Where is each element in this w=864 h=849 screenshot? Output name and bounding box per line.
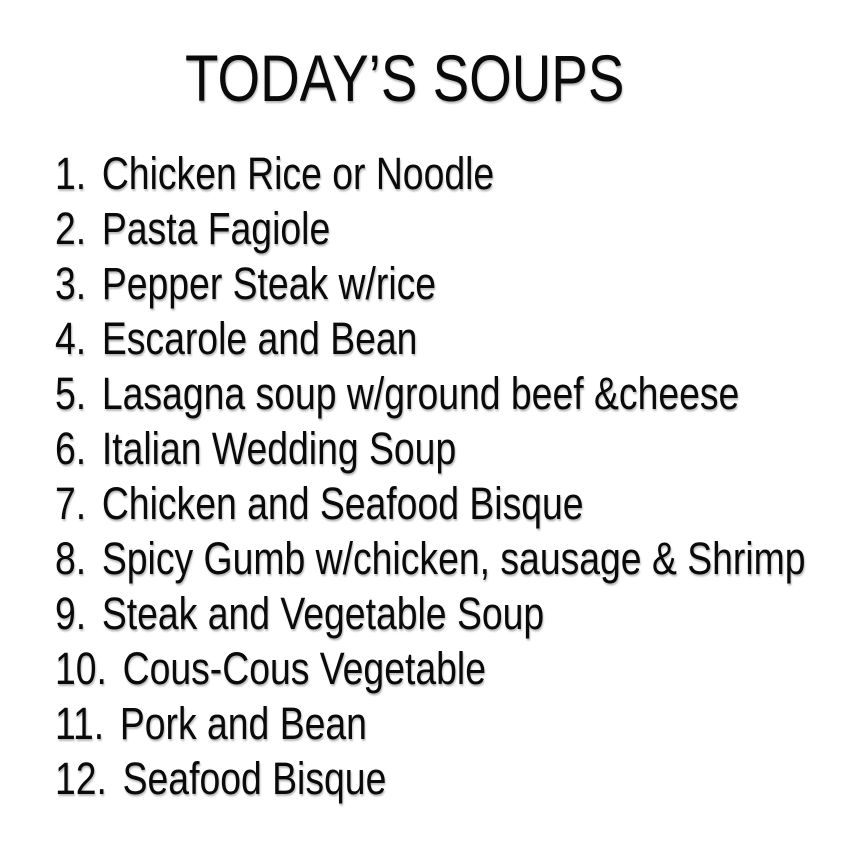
soup-item-4 (55, 311, 864, 366)
item-name: Spicy Gumb w/chicken, sausage & Shrimp (101, 533, 806, 584)
soup-item-11 (55, 696, 864, 751)
item-name: Italian Wedding Soup (101, 423, 457, 474)
item-name: Chicken and Seafood Bisque (101, 478, 584, 529)
item-number: 12. (55, 753, 107, 804)
item-number: 5. (55, 368, 87, 419)
item-number: 2. (55, 203, 87, 254)
soup-item-7 (55, 476, 864, 531)
item-number: 3. (55, 258, 87, 309)
soup-item-9 (55, 586, 864, 641)
item-name: Chicken Rice or Noodle (101, 148, 495, 199)
item-name: Escarole and Bean (101, 313, 418, 364)
soup-item-1 (55, 146, 864, 201)
title-row (0, 41, 810, 115)
item-number: 1. (55, 148, 87, 199)
item-number: 11. (55, 698, 105, 749)
soup-list (55, 146, 864, 806)
item-name: Pepper Steak w/rice (101, 258, 437, 309)
soup-item-6 (55, 421, 864, 476)
soup-item-10 (55, 641, 864, 696)
item-name: Seafood Bisque (122, 753, 387, 804)
item-name: Pork and Bean (119, 698, 367, 749)
item-name: Pasta Fagiole (101, 203, 331, 254)
item-number: 9. (55, 588, 87, 639)
soup-item-3 (55, 256, 864, 311)
item-name: Cous-Cous Vegetable (122, 643, 486, 694)
page-title: TODAY’S SOUPS (185, 41, 625, 115)
item-number: 4. (55, 313, 87, 364)
item-name: Steak and Vegetable Soup (101, 588, 545, 639)
item-number: 8. (55, 533, 87, 584)
item-number: 7. (55, 478, 87, 529)
item-number: 6. (55, 423, 87, 474)
item-name: Lasagna soup w/ground beef &cheese (101, 368, 740, 419)
soup-item-2 (55, 201, 864, 256)
soup-item-12 (55, 751, 864, 806)
soup-item-8 (55, 531, 864, 586)
soup-item-5 (55, 366, 864, 421)
item-number: 10. (55, 643, 107, 694)
